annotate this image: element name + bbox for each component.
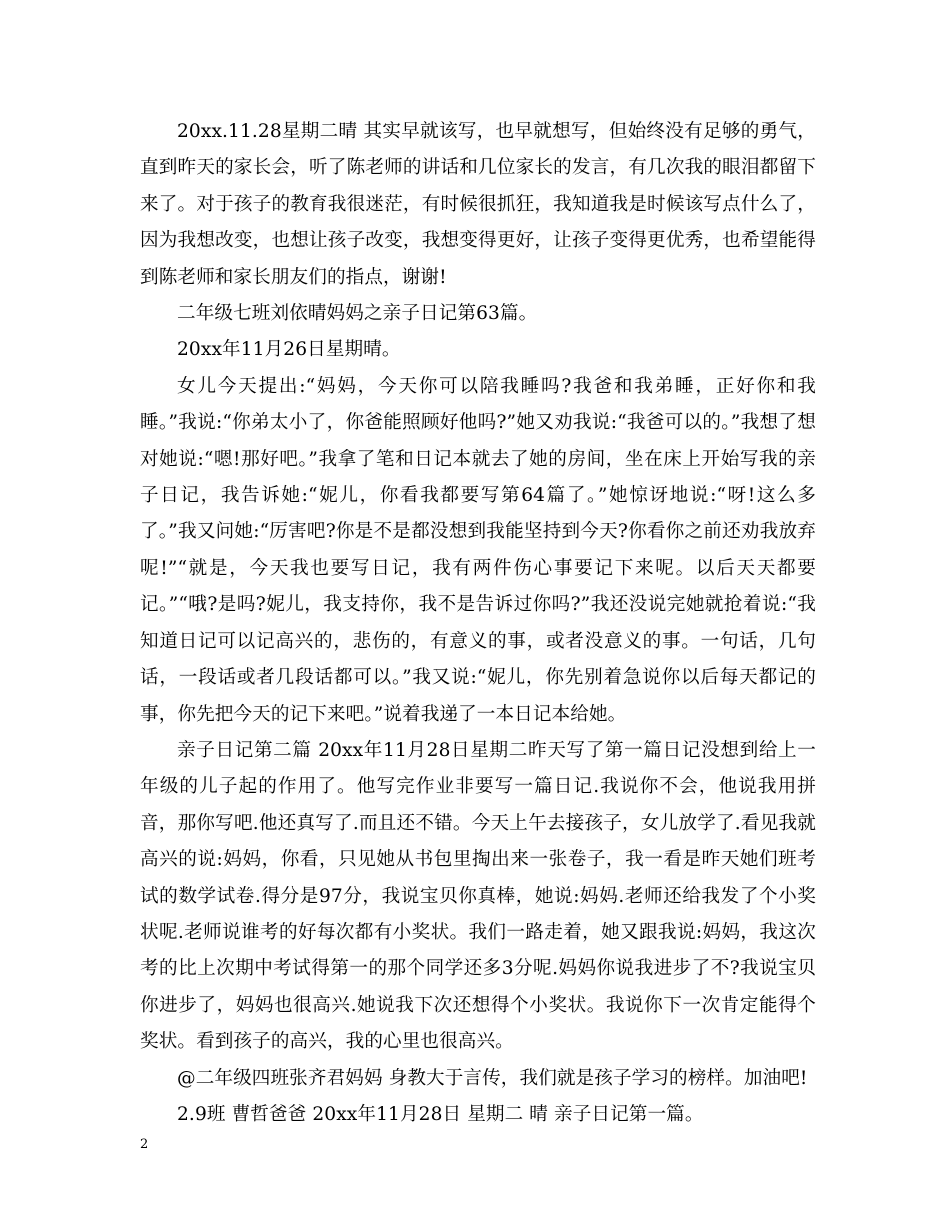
paragraph-diary-heading-cao: 2.9班 曹哲爸爸 20xx年11月28日 星期二 晴 亲子日记第一篇。 xyxy=(177,1103,704,1125)
paragraph-diary-heading-liu: 二年级七班刘依晴妈妈之亲子日记第63篇。 xyxy=(177,303,538,325)
paragraph-diary-entry-1: 20xx.11.28星期二晴 其实早就该写，也早就想写，但始终没有足够的勇气，直到昨天的家长会，听了陈老师的讲话和几位家长的发言，有几次我的眼泪都留下来了。对于孩子的教育我很迷茫，有时候很抓狂，我知道我是时候该写点什么了，因为我想改变，也想让孩子改变，我想变得更好，让孩子变得更优秀，也希望能得到陈老师和家长朋友们的指点，谢谢! xyxy=(140,121,816,288)
document-body xyxy=(140,114,816,1133)
paragraph-diary-date-26: 20xx年11月26日星期晴。 xyxy=(177,339,401,361)
paragraph-comment-zhang: @二年级四班张齐君妈妈 身教大于言传，我们就是孩子学习的榜样。加油吧! xyxy=(177,1067,808,1089)
page-number: 2 xyxy=(140,1137,149,1152)
paragraph-diary-daughter-dialogue: 女儿今天提出:“妈妈，今天你可以陪我睡吗?我爸和我弟睡，正好你和我睡。”我说:“你弟太小了，你爸能照顾好他吗?”她又劝我说:“我爸可以的。”我想了想对她说:“嗯!那好吧。”我拿了笔和日记本就去了她的房间，坐在床上开始写我的亲子日记，我告诉她:“妮儿，你看我都要写第64篇了。”她惊讶地说:“呀!这么多了。”我又问她:“厉害吧?你是不是都没想到我能坚持到今天?你看你之前还劝我放弃呢!”“就是，今天我也要写日记，我有两件伤心事要记下来呢。以后天天都要记。”“哦?是吗?妮儿，我支持你，我不是告诉过你吗?”我还没说完她就抢着说:“我知道日记可以记高兴的，悲伤的，有意义的事，或者没意义的事。一句话，几句话，一段话或者几段话都可以。”我又说:“妮儿，你先别着急说你以后每天都记的事，你先把今天的记下来吧。”说着我递了一本日记本给她。 xyxy=(140,375,816,725)
paragraph-diary-second-entry: 亲子日记第二篇 20xx年11月28日星期二昨天写了第一篇日记没想到给上一年级的儿子起的作用了。他写完作业非要写一篇日记.我说你不会，他说我用拼音，那你写吧.他还真写了.而且还不错。今天上午去接孩子，女儿放学了.看见我就高兴的说:妈妈，你看，只见她从书包里掏出来一张卷子，我一看是昨天她们班考试的数学试卷.得分是97分，我说宝贝你真棒，她说:妈妈.老师还给我发了个小奖状呢.老师说谁考的好每次都有小奖状。我们一路走着，她又跟我说:妈妈，我这次考的比上次期中考试得第一的那个同学还多3分呢.妈妈你说我进步了不?我说宝贝你进步了，妈妈也很高兴.她说我下次还想得个小奖状。我说你下一次肯定能得个奖状。看到孩子的高兴，我的心里也很高兴。 xyxy=(140,739,816,1053)
